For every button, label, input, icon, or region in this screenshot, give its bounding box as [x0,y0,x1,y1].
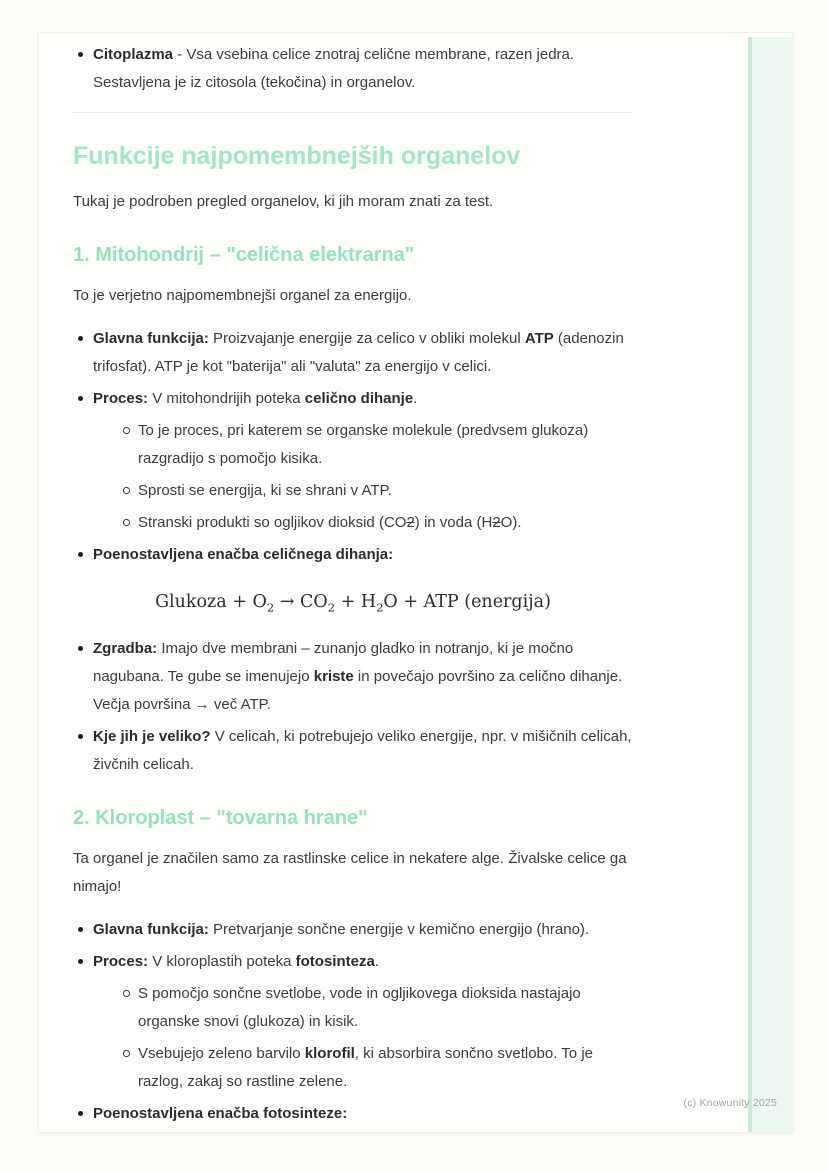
text-segment: To je verjetno najpomembnejši organel za energijo. [73,287,412,304]
bullet-circle-icon [123,519,130,526]
copyright-watermark: (c) Knowunity 2025 [683,1097,777,1109]
list-item [73,541,633,569]
section-heading: 2. Kloroplast – "tovarna hrane" [73,807,368,829]
sub-list-item [118,980,633,1036]
text-segment: - Vsa vsebina celice znotraj celične membrane, razen jedra. Sestavljena je iz citosola (tekočina) in organelov. [93,46,575,91]
text-segment: Glavna funkcija: [93,330,209,347]
sub-bullet-list [118,417,633,537]
page-right-gutter [752,37,793,1132]
text-segment: Proizvajanje energije za celico v obliki molekul [208,330,525,347]
text-segment: Imajo dve membrani – zunanjo gladko in notranjo, ki je močno nagubana. Te gube se imenujejo [93,640,574,685]
bullet-circle-icon [123,1050,130,1057]
paragraph [73,188,633,216]
text-segment: Glukoza + O [155,592,267,612]
sub-list-item [118,1040,633,1096]
text-segment: Sprosti se energija, ki se shrani v ATP. [138,482,392,499]
list-item [73,385,633,537]
text-segment: celično dihanje [304,390,414,407]
sub-list-item [118,477,633,505]
document-page [38,32,793,1133]
bullet-dot-icon [78,336,83,341]
text-segment: 2 [406,514,415,531]
sub-list-item [118,417,633,473]
text-segment: 2 [492,514,501,531]
text-segment: 2 [266,600,275,615]
text-segment: 2 [376,600,384,615]
text-segment: ATP [524,330,554,347]
bullet-dot-icon [78,552,83,557]
list-item [73,948,633,1096]
text-segment: Poenostavljena enačba celičnega dihanja: [93,546,394,563]
text-segment: V celicah, ki potrebujejo veliko energije, npr. v mišičnih celicah, živčnih celicah. [93,728,632,773]
text-segment: Proces: [93,390,149,407]
text-segment: Poenostavljena enačba fotosinteze: [93,1105,348,1122]
list-item [73,723,633,779]
text-segment: ) in voda (H [414,514,493,531]
text-segment: Tukaj je podroben pregled organelov, ki jih moram znati za test. [73,193,494,210]
bullet-dot-icon [78,959,83,964]
bullet-list [73,41,633,97]
document-content [39,33,633,1128]
text-segment: To je proces, pri katerem se organske molekule (predvsem glukoza) razgradijo s pomočjo kisika. [138,422,589,467]
text-segment: O). [500,514,522,531]
text-segment: fotosinteza [295,953,375,970]
list-item [73,635,633,719]
section-heading: Funkcije najpomembnejših organelov [73,142,521,170]
text-segment: Zgradba: [93,640,158,657]
bullet-dot-icon [78,646,83,651]
text-segment: S pomočjo sončne svetlobe, vode in ogljikovega dioksida nastajajo organske snovi (glukoza) in kisik. [138,985,581,1030]
bullet-circle-icon [123,427,130,434]
list-item [73,41,633,97]
text-segment: Stranski produkti so ogljikov dioksid (CO [138,514,407,531]
text-segment: . [413,390,418,407]
bullet-circle-icon [123,990,130,997]
bullet-list [73,635,633,779]
bullet-list [73,916,633,1128]
text-segment: V kloroplastih poteka [148,953,296,970]
bullet-dot-icon [78,734,83,739]
section-heading: 1. Mitohondrij – "celična elektrarna" [73,244,415,266]
bullet-dot-icon [78,396,83,401]
list-item [73,916,633,944]
text-segment: V mitohondrijih poteka [148,390,305,407]
text-segment: → CO [274,592,328,612]
chemical-equation [73,589,633,615]
text-segment: klorofil [304,1045,355,1062]
list-item [73,325,633,381]
text-segment: . [374,953,379,970]
text-segment: Pretvarjanje sončne energije v kemično energijo (hrano). [208,921,590,938]
bullet-dot-icon [78,927,83,932]
text-segment: Kje jih je veliko? [93,728,211,745]
text-segment: + H [335,592,377,612]
text-segment: kriste [313,668,354,685]
bullet-dot-icon [78,1111,83,1116]
bullet-list [73,325,633,569]
sub-bullet-list [118,980,633,1096]
text-segment: Ta organel je značilen samo za rastlinske celice in nekatere alge. Živalske celice ga nimajo! [73,850,627,895]
text-segment: (adenozin trifosfat). ATP je kot "baterija" ali "valuta" za energijo v celici. [93,330,624,375]
paragraph [73,282,633,310]
text-segment: 2 [327,600,336,615]
text-segment: O + ATP (energija) [383,592,551,612]
text-segment: Proces: [93,953,149,970]
paragraph [73,845,633,901]
sub-list-item [118,509,633,537]
list-item [73,1100,633,1128]
section-divider [73,112,633,113]
text-segment: in povečajo površino za celično dihanje. Večja površina → več ATP. [93,668,623,713]
bullet-dot-icon [78,52,83,57]
text-segment: , ki absorbira sončno svetlobo. To je razlog, zakaj so rastline zelene. [138,1045,593,1090]
text-segment: Vsebujejo zeleno barvilo [138,1045,305,1062]
text-segment: Glavna funkcija: [93,921,209,938]
bullet-circle-icon [123,487,130,494]
text-segment: Citoplazma [93,46,174,63]
